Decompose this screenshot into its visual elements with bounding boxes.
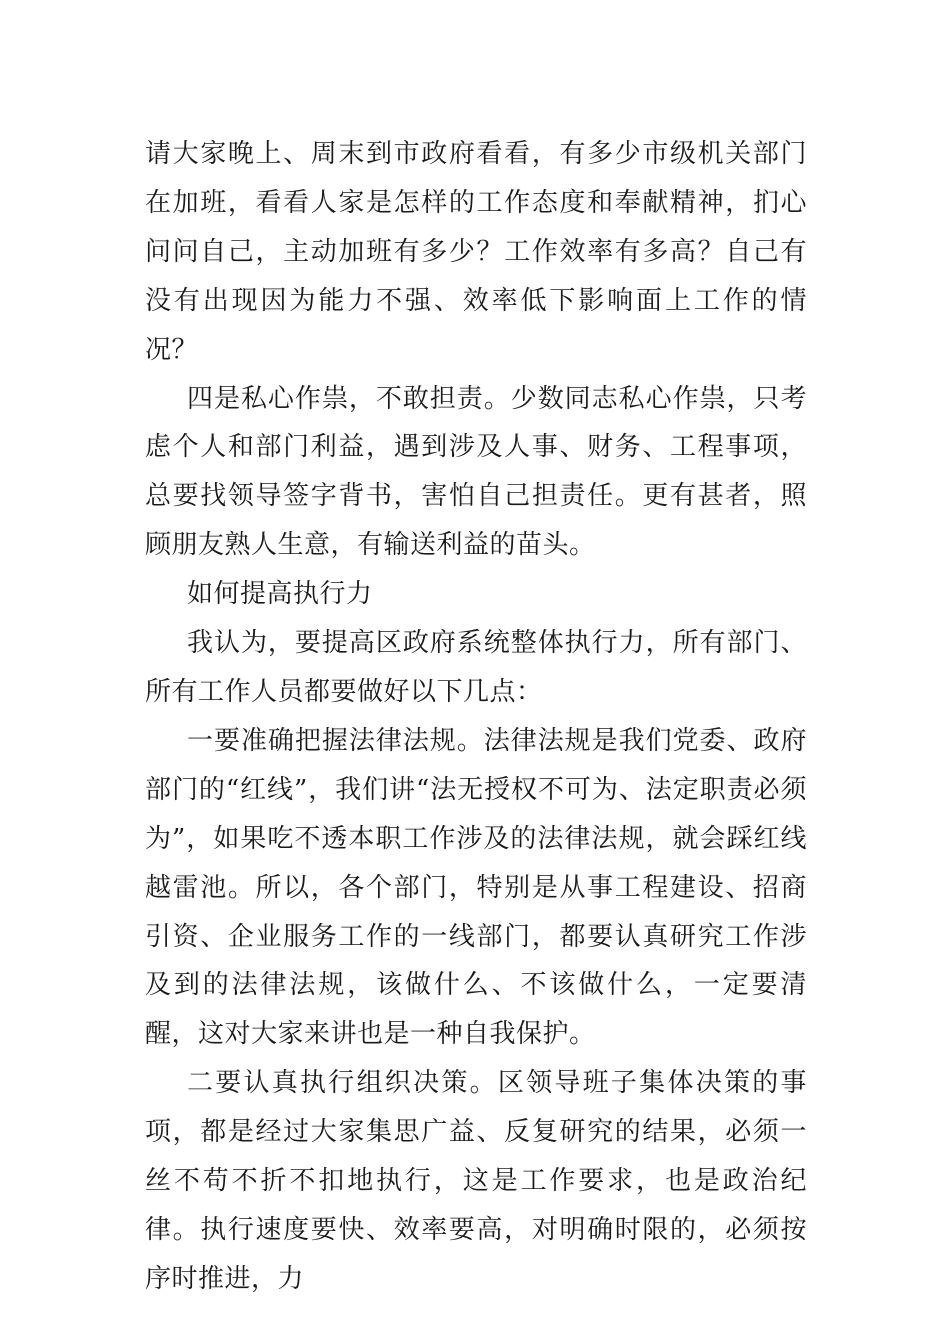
document-body [145,130,807,1304]
paragraph-point-two-decisions: 二要认真执行组织决策。区领导班子集体决策的事项，都是经过大家集思广益、反复研究的结果，必须一丝不苟不折不扣地执行，这是工作要求，也是政治纪律。执行速度要快、效率要高，对明确时限的，必须按序时推进，力 [145,1068,807,1294]
paragraph-intro-points: 我认为，要提高区政府系统整体执行力，所有部门、所有工作人员都要做好以下几点： [145,628,807,707]
paragraph-continuation: 请大家晚上、周末到市政府看看，有多少市级机关部门在加班，看看人家是怎样的工作态度和奉献精神，扪心问问自己，主动加班有多少？工作效率有多高？自己有没有出现因为能力不强、效率低下影响面上工作的情况？ [145,139,807,365]
paragraph-self-interest: 四是私心作祟，不敢担责。少数同志私心作祟，只考虑个人和部门利益，遇到涉及人事、财务、工程事项，总要找领导签字背书，害怕自己担责任。更有甚者，照顾朋友熟人生意，有输送利益的苗头。 [145,383,807,561]
paragraph-point-one-laws: 一要准确把握法律法规。法律法规是我们党委、政府部门的“红线”，我们讲“法无授权不可为、法定职责必须为”，如果吃不透本职工作涉及的法律法规，就会踩红线越雷池。所以，各个部门，特别是从事工程建设、招商引资、企业服务工作的一线部门，都要认真研究工作涉及到的法律法规，该做什么、不该做什么，一定要清醒，这对大家来讲也是一种自我保护。 [145,725,807,1050]
section-heading-improve-execution: 如何提高执行力 [187,579,373,610]
